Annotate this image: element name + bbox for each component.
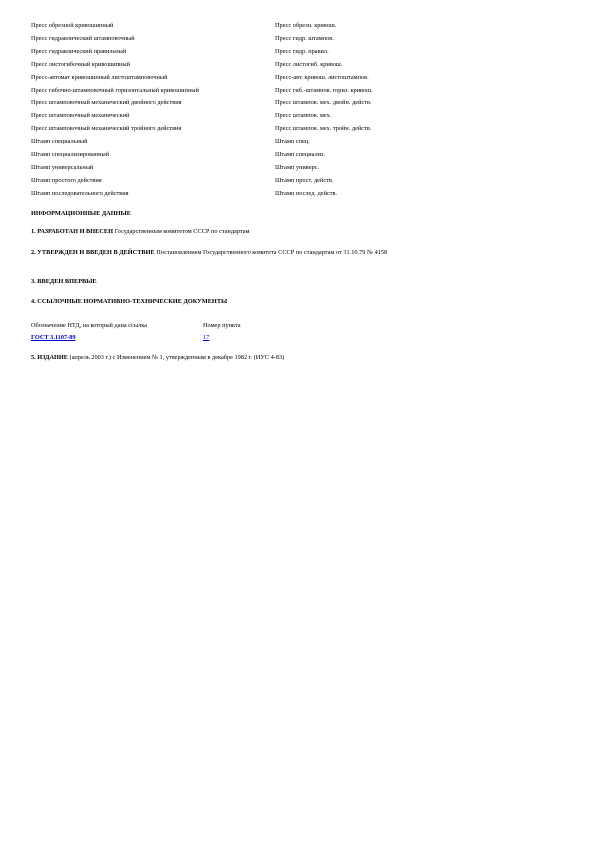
reference-doc-link[interactable]: ГОСТ 3.1107-89 [31,334,76,341]
full-name-cell: Штамп универсальный [31,163,94,171]
reference-table [31,320,283,344]
abbreviation-row [31,72,475,85]
info-section-5-text: (апрель 2003 г.) с Изменением № 1, утвержденным в декабре 1982 г. (ИУС 4-83) [69,354,285,361]
abbreviation-cell: Пресс листогиб. кривош. [275,60,343,68]
full-name-cell: Пресс штамповочный механический [31,112,130,120]
abbreviation-cell: Пресс обрезн. кривош. [275,22,337,29]
abbreviation-cell: Штамп прост. действ. [275,176,334,184]
full-name-cell: Пресс гидравлический правильный [31,47,127,55]
abbreviation-row [31,85,475,98]
info-section-1-label: 1. РАЗРАБОТАН И ВНЕСЕН [31,228,113,235]
full-name-cell: Пресс-автомат кривошипный листоштамповочный [31,73,168,81]
full-name-cell: Пресс листогибочный кривошипный [31,60,131,68]
abbreviation-row [31,175,475,188]
abbreviation-row [31,46,475,59]
abbreviation-row [31,162,475,175]
reference-header-row [31,320,283,332]
abbreviation-row [31,123,475,136]
abbreviation-cell: Пресс-авт. кривош. листоштампов. [275,73,369,81]
abbreviation-row [31,110,475,123]
abbreviation-row [31,59,475,72]
abbreviation-row [31,20,475,33]
abbreviation-table-body [31,20,475,201]
abbreviation-cell: Штамп специализ. [275,151,326,159]
abbreviation-cell: Пресс гиб.-штампов. гориз. кривош. [275,86,373,94]
info-section-3: 3. ВВЕДЕН ВПЕРВЫЕ [31,278,97,285]
abbreviation-row [31,33,475,46]
info-section-5-label: 5. ИЗДАНИЕ [31,354,69,361]
info-section-2-label: 2. УТВЕРЖДЕН И ВВЕДЕН В ДЕЙСТВИЕ [31,249,155,256]
info-heading: ИНФОРМАЦИОННЫЕ ДАННЫЕ [31,210,131,217]
reference-item-link[interactable]: 17 [203,334,210,341]
abbreviation-cell: Пресс штампов. мех. двойн. действ. [275,99,372,107]
full-name-cell: Пресс штамповочный механический тройного действия [31,125,182,133]
full-name-cell: Пресс штамповочный механический двойного действия [31,99,182,107]
abbreviation-row [31,188,475,201]
info-section-1 [31,228,561,237]
info-section-2 [31,249,561,258]
abbreviation-cell: Пресс гидр. штампов. [275,34,334,42]
full-name-cell: Штамп простого действия [31,176,102,184]
abbreviation-cell: Пресс гидр. правил. [275,47,329,55]
abbreviation-row [31,97,475,110]
info-section-4: 4. ССЫЛОЧНЫЕ НОРМАТИВНО-ТЕХНИЧЕСКИЕ ДОКУМЕНТЫ [31,298,228,305]
info-section-2-text: Постановлением Государственного комитета СССР по стандартам от 31.10.79 № 4158 [156,249,388,256]
abbreviation-cell: Пресс штампов. мех. тройн. действ. [275,125,372,133]
reference-item-cell [203,332,283,344]
reference-header-item: Номер пункта [203,322,241,329]
reference-header-doc: Обозначение НТД, на который дана ссылка [31,322,147,329]
reference-doc-cell [31,332,203,344]
full-name-cell: Пресс гидравлический штамповочный [31,34,135,42]
abbreviation-row [31,149,475,162]
abbreviation-cell: Штамп универс. [275,163,320,171]
full-name-cell: Штамп последовательного действия [31,189,129,197]
full-name-cell: Пресс обрезной кривошипный [31,22,114,29]
abbreviation-cell: Пресс штампов. мех. [275,112,332,120]
abbreviation-row [31,136,475,149]
abbreviation-cell: Штамп послед. действ. [275,189,338,197]
full-name-cell: Штамп специальный [31,138,88,146]
full-name-cell: Штамп специализированный [31,151,110,159]
info-section-5 [31,354,561,363]
full-name-cell: Пресс гибочно-штамповочный горизонтальный кривошипный [31,86,199,94]
reference-row [31,332,283,344]
info-section-1-text: Государственным комитетом СССР по стандартам [114,228,250,235]
abbreviation-cell: Штамп спец. [275,138,310,146]
abbreviation-table [31,20,475,201]
